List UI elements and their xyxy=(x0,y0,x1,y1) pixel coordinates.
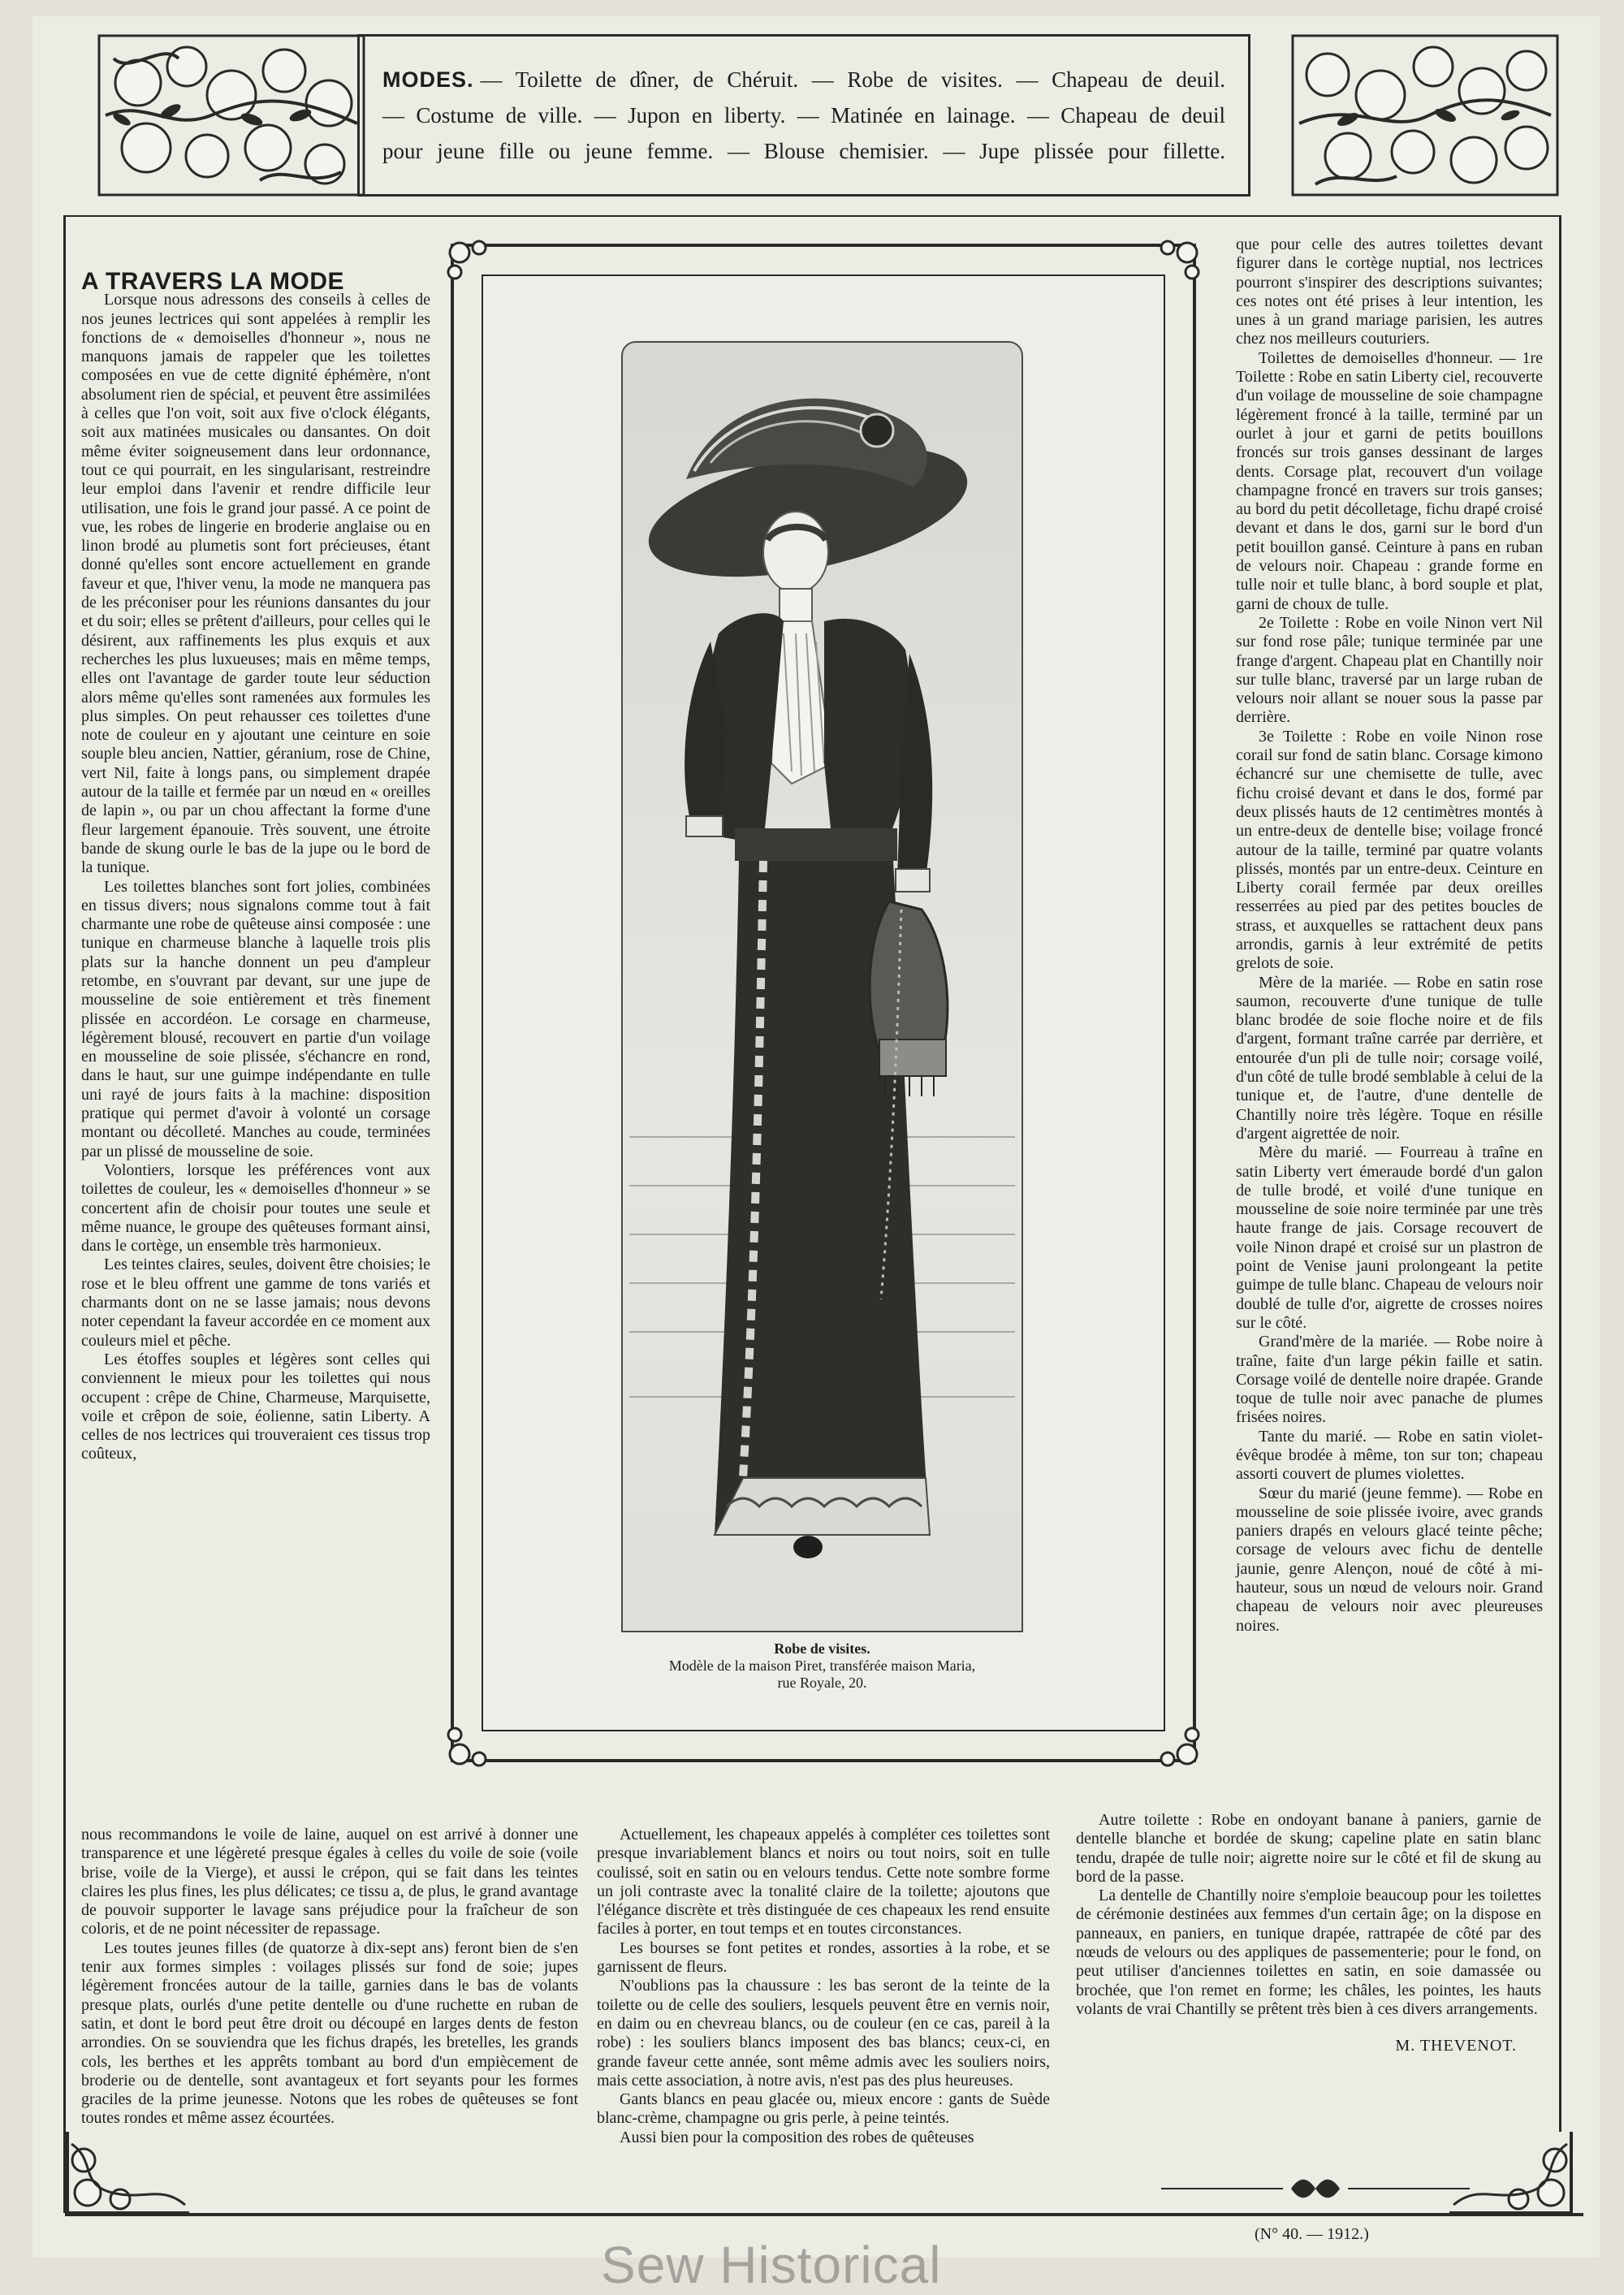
paragraph: Mère du marié. — Fourreau à traîne en satin Liberty vert émeraude bordé d'un galon de tulle brodé, et voilé d'une tunique en mousseline de soie noire terminée par une très haute frange de jais. Corsage recouvert de voile Ninon drapé et croisé sur un plastron de point de Venise jauni prolongeant la petite guimpe de tulle blanc. Chapeau de velours noir doublé de tulle d'or, aigrette de crosses noires sur le côté. xyxy=(1236,1143,1543,1332)
paragraph: Les teintes claires, seules, doivent être choisies; le rose et le bleu offrent une gamme de tons variés et charmants dont on ne se lasse jamais; nous devons noter cependant la faveur accordée en ce moment aux couleurs miel et pêche. xyxy=(81,1256,430,1350)
paragraph: nous recommandons le voile de laine, auquel on est arrivé à donner une transparence et une légèreté presque égales à celles du voile de soie (voile brise, voile de la Vierge), et aussi le crépon, qui se fait dans les teintes claires les plus fines, les plus délicates; ce tissu a, de plus, le grand avantage de pouvoir supporter le lavage sans préjudice pour la fraîcheur de son coloris, et de ne point nécessiter de repassage. xyxy=(81,1826,578,1938)
caption-line: rue Royale, 20. xyxy=(777,1675,867,1691)
paragraph: N'oublions pas la chaussure : les bas seront de la teinte de la toilette ou de celle des souliers, lesquels peuvent être en vernis noir, en daim ou en chevreau blancs, ou de couleur (en ce cas, pareil à la robe) : les souliers blancs imposent des bas blancs; ceux-ci, en grande faveur cette année, sont même admis avec les souliers noirs, mais cette association, à notre avis, n'est pas des plus heureuses. xyxy=(597,1977,1050,2090)
fruit-ornament-right xyxy=(1291,34,1559,197)
paragraph: Lorsque nous adressons des conseils à celles de nos jeunes lectrices qui sont appelées à remplir les fonctions de « demoiselles d'honneur », nous ne manquons jamais de rappeler que les toilettes composées en vue de cette dignité éphémère, n'ont absolument rien de spécial, et peuvent être assimilées à celles que l'on voit, soit aux five o'clock élégants, soit aux matinées musicales ou dansantes. On doit même éviter soigneusement dans leur ordonnance, tout ce qui pourrait, en les singularisant, restreindre leur emploi dans l'avenir et rendre difficile leur utilisation, une fois le grand jour passé. A ce point de vue, les robes de lingerie en broderie anglaise ou en linon brodé au plumetis sont fort précieuses, étant donné qu'elles sont encore actuellement en grande faveur et que, l'hiver venu, la mode ne manquera pas de les préconiser pour les réunions dansantes du jour et du soir; elles se prêtent d'ailleurs, pour celles qui le désirent, aux raffinements les plus exquis et aux recherches les plus luxueuses; mais en même temps, elles ont l'avantage de garder toute leur séduction alors même qu'elles sont ramenées aux formules les plus simples. On peut rehausser ces toilettes d'une note de couleur en y ajoutant une ceinture en soie souple bleu ancien, Nattier, géranium, rose de Chine, vert Nil, faite à longs pans, ou simplement drapée autour de la taille et fermée par un nœud en « oreilles de lapin », ou par un chou affectant la forme d'une fleur largement épanouie. Très souvent, une étroite bande de skung ourle le bas de la jupe ou le bord de la tunique. xyxy=(81,291,430,877)
right-column-rule xyxy=(1559,215,1561,2132)
paragraph: Les toilettes blanches sont fort jolies, combinées en tissus divers; nous signalons comme tout à fait charmante une robe de quêteuse ainsi composée : une tunique en charmeuse blanche à laquelle trois plis plats sur la hanche donnent un peu d'ampleur retombe, en s'ouvrant par devant, sur une jupe de mousseline de soie entièrement et très finement plissée en accordéon. Le corsage en charmeuse, légèrement blousé, recouvert en partie d'un voilage en mousseline de soie plissée, s'échancre en rond, dans le haut, sur une guimpe indépendante en tulle uni rayé de jours faits à la machine: disposition pratique qui permet d'avoir à volonté un corsage montant ou décolleté. Manches au coude, terminées par un plissé de mousseline de soie. xyxy=(81,877,430,1160)
paragraph: La dentelle de Chantilly noire s'emploie beaucoup pour les toilettes de cérémonie destinées aux femmes d'un certain âge; on la dispose en panneaux, en paniers, en tunique drapée, rattrapée de côté par des nœuds de velours ou des appliques de passementerie; pour le fond, on peut utiliser d'anciennes toilettes en satin, en soie damassée ou brochée, que l'on remet en forme; les châles, les pointes, les hauts volants de vrai Chantilly se prêtent très bien à ces divers arrangements. xyxy=(1076,1887,1541,2018)
article-bottom-right-column xyxy=(1076,1811,1541,2056)
header-lead: MODES. xyxy=(382,67,474,92)
article-bottom-middle-column xyxy=(597,1826,1050,2147)
frame-corner-ornament xyxy=(1153,1720,1202,1769)
paragraph: Toilettes de demoiselles d'honneur. — 1re Toilette : Robe en satin Liberty ciel, recouverte d'un voilage de mousseline de soie champagne légèrement froncé à la taille, terminé par un ourlet à jour et garni de petits bouillons froncés sur trois ganses dessinant de larges dents. Corsage plat, recouvert d'un voilage champagne froncé en travers sur trois ganses; au bord du petit décolletage, fichu drapé croisé devant et dans le dos, garni sur le bord d'un petit bouillon gansé. Ceinture à pans en ruban de velours noir. Chapeau : grande forme en tulle noir et tulle blanc, à bord souple et plat, garni de choux de tulle. xyxy=(1236,348,1543,613)
paragraph: que pour celle des autres toilettes devant figurer dans le cortège nuptial, nos lectrices pourront s'inspirer des descriptions suivantes; ces notes ont été prises à leur intention, les unes à un grand mariage parisien, les autres chez nos meilleurs couturiers. xyxy=(1236,236,1543,348)
paragraph: 2e Toilette : Robe en voile Ninon vert Nil sur fond rose pâle; tunique terminée par une frange d'argent. Chapeau plat en Chantilly noir sur tulle blanc, traversé par un large ruban de velours noir allant se nouer sous la passe par derrière. xyxy=(1236,613,1543,727)
paragraph: Tante du marié. — Robe en satin violet-évêque brodée à même, ton sur ton; chapeau assorti couvert de plumes violettes. xyxy=(1236,1427,1543,1484)
article-bottom-left-column xyxy=(81,1826,578,2129)
paragraph: 3e Toilette : Robe en voile Ninon rose corail sur fond de satin blanc. Corsage kimono échancré sur une chemisette de tulle, avec fichu croisé devant et dans le dos, formé par deux plissés hauts de 12 centimètres montés à un entre-deux de dentelle bise; voilage froncé autour de la taille, terminé par quatre volants plissés, montés par un entre-deux. Ceinture en Liberty corail fermée par deux oreilles resserrées au pied par des petites boucles de strass, et auxquelles se rattachent deux pans arrondis, garnis à leur extrémité de petits grelots de soie. xyxy=(1236,727,1543,973)
frame-corner-ornament xyxy=(445,238,494,287)
bottom-left-corner-ornament xyxy=(63,2128,193,2217)
article-right-column xyxy=(1236,236,1543,1636)
article-title: A TRAVERS LA MODE xyxy=(81,268,345,295)
paragraph: Autre toilette : Robe en ondoyant banane à paniers, garnie de dentelle blanche et bordée de skung; capeline plate en satin blanc tendu, drapée de tulle noir; aigrette noire sur le côté et fil de skung au bord de la passe. xyxy=(1076,1811,1541,1886)
fashion-figure-illustration xyxy=(621,341,1023,1673)
bottom-border-rule xyxy=(65,2213,1583,2216)
paragraph: Les étoffes souples et légères sont celles qui conviennent le mieux pour les toilettes qui nous occupent : crêpe de Chine, Charmeuse, Marquisette, voile et crêpon de soie, éolienne, satin Liberty. A celles de nos lectrices qui trouveraient ces tissus trop coûteux, xyxy=(81,1350,430,1463)
header-underline xyxy=(63,215,1561,217)
header-line-1-text: — Toilette de dîner, de Chéruit. — Robe de visites. — Chapeau de deuil. xyxy=(480,67,1225,92)
paragraph: Actuellement, les chapeaux appelés à compléter ces toilettes sont presque invariablement blancs et noirs ou tout noirs, soit en tulle coulissé, soit en satin ou en velours tendus. Cette note sombre forme un joli contraste avec la tonalité claire de la toilette; ajoutons que l'élégance discrète et très distinguée de ces chapeaux les rend ensuite faciles à porter, en tout temps et en toutes circonstances. xyxy=(597,1826,1050,1938)
paragraph: Grand'mère de la mariée. — Robe noire à traîne, faite d'un large pékin faille et satin. Corsage voilé de dentelle noire drapée. Grande toque de tulle noir avec panache de plumes frisées noires. xyxy=(1236,1333,1543,1427)
header-line-1 xyxy=(382,62,1225,97)
paragraph: Mère de la mariée. — Robe en satin rose saumon, recouverte d'une tunique de tulle blanc brodée de soie floche noire et de fils d'argent, formant traîne carrée par derrière, et entourée d'un pli de tulle noir; corsage voilé, d'un côté de tulle brodé semblable à celui de la tunique et, de l'autre, d'une dentelle de Chantilly noire très légère. Toque en résille d'argent aigrettée de noir. xyxy=(1236,973,1543,1143)
left-column-rule xyxy=(63,215,66,2213)
paragraph: Sœur du marié (jeune femme). — Robe en mousseline de soie plissée ivoire, avec grands paniers drapés en velours glacé teinte pêche; corsage de velours avec fichu de dentelle jaunie, genre Alençon, noué de côté à mi-hauteur, sous un nœud de velours noir. Grand chapeau de velours noir avec pleureuses noires. xyxy=(1236,1484,1543,1635)
illustration-caption xyxy=(617,1640,1027,1692)
end-ornament xyxy=(1161,2176,1470,2201)
watermark-text: Sew Historical xyxy=(601,2236,942,2294)
header-line-3: pour jeune fille ou jeune femme. — Blouse chemisier. — Jupe plissée pour fillette. xyxy=(382,139,1225,163)
issue-number: (N° 40. — 1912.) xyxy=(1255,2225,1369,2243)
header-line-2: — Costume de ville. — Jupon en liberty. — Matinée en lainage. — Chapeau de deuil xyxy=(382,103,1225,128)
caption-title: Robe de visites. xyxy=(774,1640,870,1657)
caption-line: Modèle de la maison Piret, transférée maison Maria, xyxy=(668,1658,976,1674)
paragraph: Gants blancs en peau glacée ou, mieux encore : gants de Suède blanc-crème, champagne ou gris perle, à peine teintés. xyxy=(597,2090,1050,2128)
fruit-ornament-left xyxy=(97,34,365,197)
paragraph: Aussi bien pour la composition des robes de quêteuses xyxy=(620,2128,974,2146)
paragraph: Les bourses se font petites et rondes, assorties à la robe, et se garnissent de fleurs. xyxy=(597,1938,1050,1977)
paragraph: Volontiers, lorsque les préférences vont aux toilettes de couleur, les « demoiselles d'honneur » se concertent afin de choisir pour toutes une seule et même nuance, le groupe des quêteuses formant ainsi, dans le cortège, un ensemble très harmonieux. xyxy=(81,1160,430,1256)
author-signature: M. THEVENOT. xyxy=(1395,2037,1517,2055)
bottom-right-corner-ornament xyxy=(1445,2128,1575,2217)
article-left-column xyxy=(81,268,430,1464)
frame-corner-ornament xyxy=(445,1720,494,1769)
contents-header xyxy=(357,34,1250,197)
paragraph: Les toutes jeunes filles (de quatorze à dix-sept ans) feront bien de s'en tenir aux formes simples : voilages plissés sur fond de soie; jupes légèrement froncées autour de la taille, garnies dans le bas de volants presque plats, ourlés d'une petite dentelle ou d'une ruchette en ruban de satin, et dont le bord peut être droit ou découpé en larges dents de feston arrondies. On se souviendra que les fichus drapés, les bretelles, les grands cols, les berthes et les apprêts tombant au bord d'un empiècement de broderie ou de dentelle, sont avantageux et fort seyants pour les formes graciles de la prime jeunesse. Notons que les robes de quêteuses se font toutes rondes et même assez écourtées. xyxy=(81,1938,578,2128)
frame-corner-ornament xyxy=(1153,238,1202,287)
